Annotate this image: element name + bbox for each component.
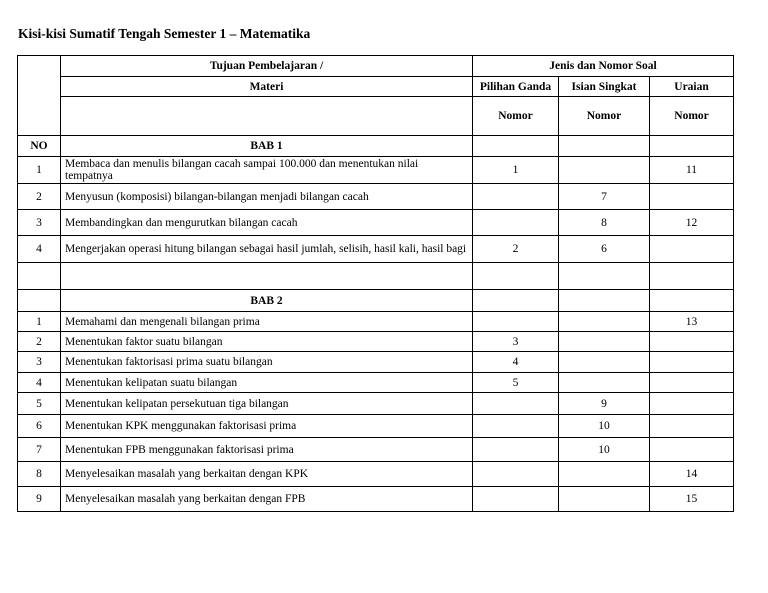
row-is	[559, 373, 650, 393]
row-no: 3	[18, 352, 61, 373]
row-ur	[650, 415, 734, 438]
row-no: 7	[18, 438, 61, 462]
bab1-row	[18, 136, 734, 157]
table-row	[18, 487, 734, 512]
row-pg: 1	[473, 157, 559, 184]
nomor-ur-header: Nomor	[650, 97, 734, 136]
row-materi: Menyelesaikan masalah yang berkaitan dengan KPK	[61, 462, 473, 487]
row-no: 2	[18, 184, 61, 210]
row-ur	[650, 236, 734, 263]
row-materi: Menyelesaikan masalah yang berkaitan dengan FPB	[61, 487, 473, 512]
tujuan-header-line2: Materi	[61, 77, 473, 97]
row-ur: 14	[650, 462, 734, 487]
row-pg	[473, 462, 559, 487]
document-title: Kisi-kisi Sumatif Tengah Semester 1 – Matematika	[18, 26, 311, 41]
row-pg	[473, 393, 559, 415]
row-is: 10	[559, 438, 650, 462]
bab2-row	[18, 290, 734, 312]
no-header-blank	[18, 56, 61, 136]
row-no: 3	[18, 210, 61, 236]
row-no: 1	[18, 157, 61, 184]
jenis-header: Jenis dan Nomor Soal	[473, 56, 734, 77]
row-materi: Mengerjakan operasi hitung bilangan sebagai hasil jumlah, selisih, hasil kali, hasil bagi	[61, 236, 473, 263]
row-no: 2	[18, 332, 61, 352]
row-pg	[473, 210, 559, 236]
row-no: 6	[18, 415, 61, 438]
row-pg: 5	[473, 373, 559, 393]
row-is: 6	[559, 236, 650, 263]
row-materi: Menentukan faktor suatu bilangan	[61, 332, 473, 352]
row-ur: 13	[650, 312, 734, 332]
row-materi: Membaca dan menulis bilangan cacah sampai 100.000 dan menentukan nilai tempatnya	[61, 157, 473, 184]
row-is	[559, 312, 650, 332]
bab1-label: BAB 1	[61, 136, 473, 157]
row-no: 9	[18, 487, 61, 512]
isian-singkat-header: Isian Singkat	[559, 77, 650, 97]
header-row-3	[18, 97, 734, 136]
pilihan-ganda-header: Pilihan Ganda	[473, 77, 559, 97]
header-row-2	[18, 77, 734, 97]
row-materi: Menentukan faktorisasi prima suatu bilangan	[61, 352, 473, 373]
row-materi: Menyusun (komposisi) bilangan-bilangan menjadi bilangan cacah	[61, 184, 473, 210]
row-no: 8	[18, 462, 61, 487]
row-no: 1	[18, 312, 61, 332]
table-row	[18, 184, 734, 210]
table-row	[18, 157, 734, 184]
uraian-header: Uraian	[650, 77, 734, 97]
row-pg: 4	[473, 352, 559, 373]
table-row	[18, 236, 734, 263]
row-pg: 2	[473, 236, 559, 263]
row-materi: Menentukan FPB menggunakan faktorisasi prima	[61, 438, 473, 462]
nomor-is-header: Nomor	[559, 97, 650, 136]
row-ur	[650, 393, 734, 415]
row-no: 4	[18, 373, 61, 393]
row-pg	[473, 415, 559, 438]
row-is	[559, 332, 650, 352]
table-row	[18, 373, 734, 393]
table-row	[18, 312, 734, 332]
row-ur: 15	[650, 487, 734, 512]
table-row	[18, 462, 734, 487]
no-header: NO	[18, 136, 61, 157]
table-row	[18, 352, 734, 373]
row-is: 8	[559, 210, 650, 236]
row-is: 10	[559, 415, 650, 438]
row-ur: 11	[650, 157, 734, 184]
row-is	[559, 157, 650, 184]
row-materi: Menentukan kelipatan suatu bilangan	[61, 373, 473, 393]
row-pg	[473, 312, 559, 332]
row-ur: 12	[650, 210, 734, 236]
row-no: 5	[18, 393, 61, 415]
table-row	[18, 332, 734, 352]
row-is	[559, 352, 650, 373]
row-is: 7	[559, 184, 650, 210]
kisi-kisi-table	[17, 55, 734, 512]
row-is	[559, 462, 650, 487]
row-no: 4	[18, 236, 61, 263]
bab2-label: BAB 2	[61, 290, 473, 312]
nomor-pg-header: Nomor	[473, 97, 559, 136]
row-is	[559, 487, 650, 512]
row-pg	[473, 438, 559, 462]
row-ur	[650, 438, 734, 462]
row-is: 9	[559, 393, 650, 415]
spacer-row	[18, 263, 734, 290]
row-ur	[650, 332, 734, 352]
row-pg	[473, 487, 559, 512]
row-ur	[650, 352, 734, 373]
row-materi: Menentukan kelipatan persekutuan tiga bilangan	[61, 393, 473, 415]
row-pg	[473, 184, 559, 210]
row-ur	[650, 373, 734, 393]
row-materi: Memahami dan mengenali bilangan prima	[61, 312, 473, 332]
tujuan-header-line1: Tujuan Pembelajaran /	[61, 56, 473, 77]
table-row	[18, 438, 734, 462]
materi-blank	[61, 97, 473, 136]
row-materi: Membandingkan dan mengurutkan bilangan cacah	[61, 210, 473, 236]
table-row	[18, 393, 734, 415]
table-row	[18, 210, 734, 236]
row-pg: 3	[473, 332, 559, 352]
header-row-1	[18, 56, 734, 77]
table-row	[18, 415, 734, 438]
row-ur	[650, 184, 734, 210]
row-materi: Menentukan KPK menggunakan faktorisasi prima	[61, 415, 473, 438]
